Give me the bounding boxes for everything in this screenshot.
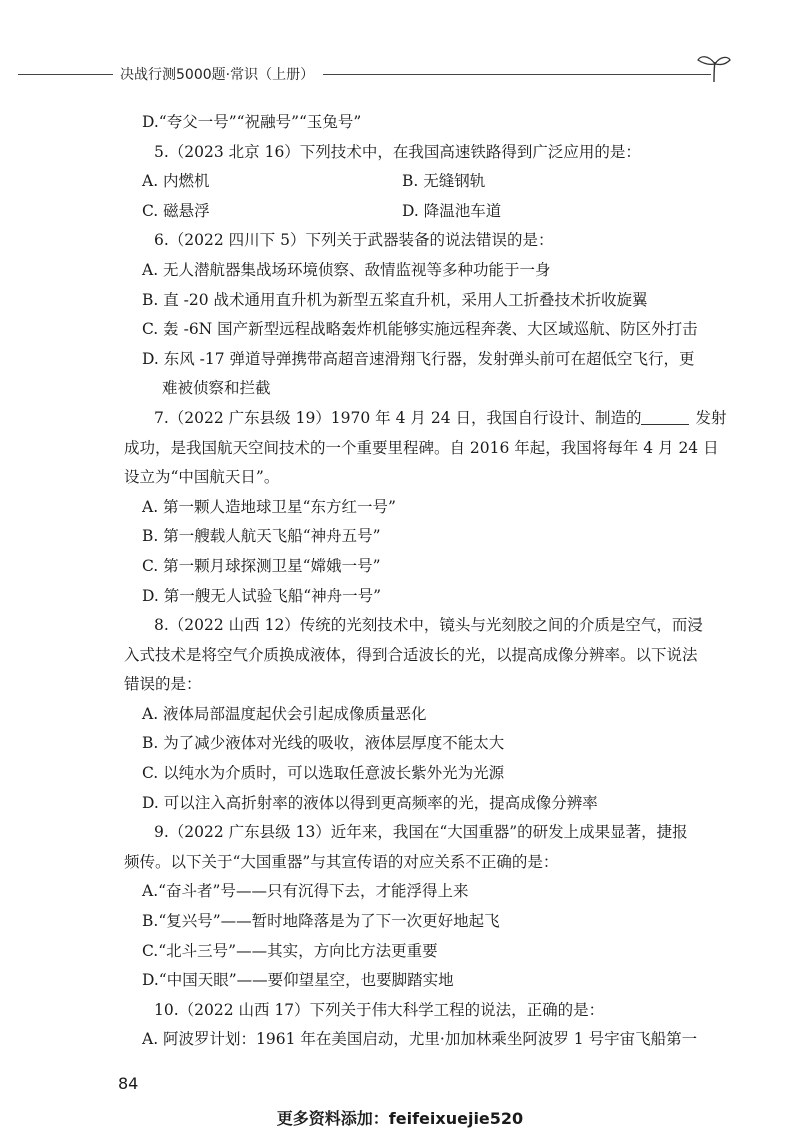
option-d: D. 第一艘无人试验飞船“神舟一号” — [142, 586, 382, 605]
options-row — [124, 197, 714, 227]
header-rule-right — [323, 74, 711, 75]
question-8: 8.（2022 山西 12）传统的光刻技术中，镜头与光刻胶之间的介质是空气，而浸 — [154, 616, 703, 635]
question-7 — [124, 404, 727, 434]
option-d: D. 东风 -17 弹道导弹携带高超音速滑翔飞行器，发射弹头前可在超低空飞行，更 — [142, 349, 695, 368]
question-10: 10.（2022 山西 17）下列关于伟大科学工程的说法，正确的是： — [154, 1000, 605, 1019]
option-b: B.“复兴号”——暂时地降落是为了下一次更好地起飞 — [142, 912, 500, 931]
option-d-continued: 难被侦察和拦截 — [162, 379, 271, 398]
option-d: D. 可以注入高折射率的液体以得到更高频率的光，提高成像分辨率 — [142, 793, 598, 812]
header-rule-left — [18, 74, 113, 75]
footer-watermark: 更多资料添加：feifeixuejie520 — [276, 1109, 524, 1128]
header-title: 决战行测5000题·常识（上册） — [120, 67, 315, 83]
option-b: B. 无缝钢轨 — [402, 172, 486, 191]
option-b: B. 第一艘载人航天飞船“神舟五号” — [142, 527, 381, 546]
option-a: A.“奋斗者”号——只有沉得下去，才能浮得上来 — [142, 882, 469, 901]
option-d: D. 降温池车道 — [402, 201, 502, 220]
option-a: A. 第一颗人造地球卫星“东方红一号” — [142, 497, 396, 516]
option-b: B. 为了减少液体对光线的吸收，液体层厚度不能太大 — [142, 734, 505, 753]
question-7-text: 7.（2022 广东县级 19）1970 年 4 月 24 日，我国自行设计、制造的 — [154, 408, 642, 427]
option-c: C. 磁悬浮 — [142, 201, 210, 220]
question-8-line-3: 错误的是： — [124, 675, 202, 694]
option-c: C. 第一颗月球探测卫星“嫦娥一号” — [142, 556, 381, 575]
question-content — [124, 108, 727, 1055]
question-7-text-end: 发射 — [695, 408, 727, 427]
question-7-line-3: 设立为“中国航天日”。 — [124, 468, 280, 487]
options-row — [124, 167, 714, 197]
question-9-line-2: 频传。以下关于“大国重器”与其宣传语的对应关系不正确的是： — [124, 852, 559, 871]
question-8-line-2: 入式技术是将空气介质换成液体，得到合适波长的光，以提高成像分辨率。以下说法 — [124, 645, 698, 664]
option-a: A. 内燃机 — [142, 172, 210, 191]
option-c: C. 以纯水为介质时，可以选取任意波长紫外光为光源 — [142, 764, 505, 783]
page-number: 84 — [118, 1074, 139, 1093]
option-b: B. 直 -20 战术通用直升机为新型五桨直升机，采用人工折叠技术折收旋翼 — [142, 290, 648, 309]
option-c: C. 轰 -6N 国产新型远程战略轰炸机能够实施远程奔袭、大区域巡航、防区外打击 — [142, 320, 698, 339]
question-6: 6.（2022 四川下 5）下列关于武器装备的说法错误的是： — [154, 231, 554, 250]
option-c: C.“北斗三号”——其实，方向比方法更重要 — [142, 941, 438, 960]
sprout-icon — [694, 50, 734, 84]
question-9: 9.（2022 广东县级 13）近年来，我国在“大国重器”的研发上成果显著，捷报 — [154, 823, 688, 842]
question-7-line-2: 成功，是我国航天空间技术的一个重要里程碑。自 2016 年起，我国将每年 4 月 24 日 — [124, 438, 719, 457]
option-d: D.“中国天眼”——要仰望星空，也要脚踏实地 — [142, 971, 454, 990]
answer-blank — [641, 408, 689, 425]
running-header — [18, 62, 718, 86]
option-a: A. 无人潜航器集战场环境侦察、敌情监视等多种功能于一身 — [142, 260, 551, 279]
option-a: A. 阿波罗计划：1961 年在美国启动，尤里·加加林乘坐阿波罗 1 号宇宙飞船第一 — [142, 1030, 698, 1049]
question-5: 5.（2023 北京 16）下列技术中，在我国高速铁路得到广泛应用的是： — [154, 142, 641, 161]
option-line: D.“夸父一号”“祝融号”“玉兔号” — [142, 113, 362, 131]
option-a: A. 液体局部温度起伏会引起成像质量恶化 — [142, 704, 427, 723]
